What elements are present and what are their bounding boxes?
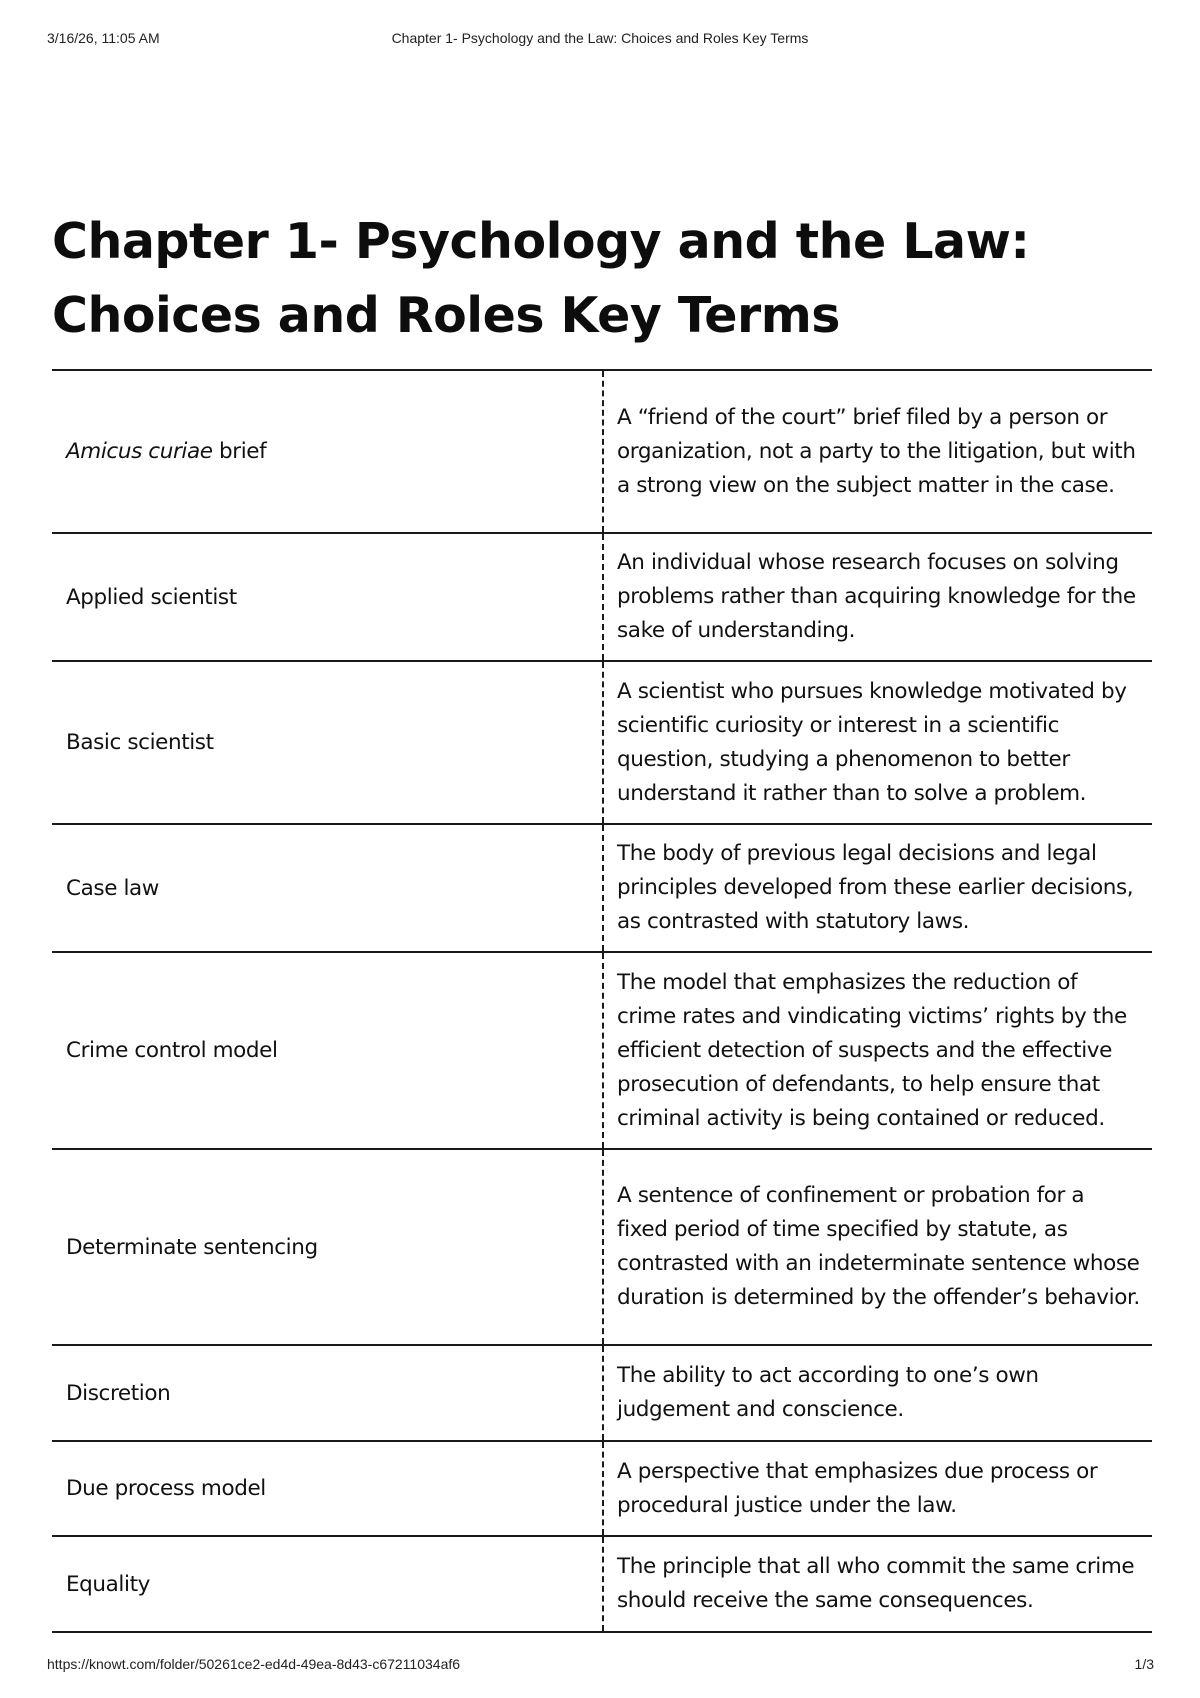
page-title	[52, 205, 1152, 353]
print-footer	[0, 1656, 1200, 1676]
term-cell: Applied scientist	[52, 533, 603, 661]
term-italic: Amicus curiae	[66, 439, 213, 464]
table-row	[52, 1345, 1152, 1441]
term-cell	[52, 370, 603, 533]
table-row	[52, 533, 1152, 661]
definition-cell: The model that emphasizes the reduction of crime rates and vindicating victims’ rights by the efficient detection of suspects and the effective prosecution of defendants, to help ensure that criminal activity is being contained or reduced.	[603, 952, 1152, 1149]
table-row	[52, 1149, 1152, 1345]
key-terms-table	[52, 369, 1152, 1633]
table-row	[52, 370, 1152, 533]
definition-cell: An individual whose research focuses on solving problems rather than acquiring knowledge for the sake of understanding.	[603, 533, 1152, 661]
table-row	[52, 1536, 1152, 1632]
table-row	[52, 824, 1152, 952]
term-cell: Equality	[52, 1536, 603, 1632]
page-title-line-1: Chapter 1- Psychology and the Law:	[52, 213, 1030, 270]
definition-cell: A scientist who pursues knowledge motivated by scientific curiosity or interest in a scientific question, studying a phenomenon to better understand it rather than to solve a problem.	[603, 661, 1152, 824]
term-cell: Determinate sentencing	[52, 1149, 603, 1345]
term-text: brief	[212, 439, 267, 464]
table-row	[52, 952, 1152, 1149]
definition-cell: A sentence of confinement or probation for a fixed period of time specified by statute, as contrasted with an indeterminate sentence whose duration is determined by the offender’s behavior.	[603, 1149, 1152, 1345]
term-cell: Due process model	[52, 1441, 603, 1536]
print-datetime: 3/16/26, 11:05 AM	[47, 30, 160, 46]
definition-cell: The ability to act according to one’s own judgement and conscience.	[603, 1345, 1152, 1441]
page-title-line-2: Choices and Roles Key Terms	[52, 287, 840, 344]
definition-cell: The body of previous legal decisions and legal principles developed from these earlier decisions, as contrasted with statutory laws.	[603, 824, 1152, 952]
page-number: 1/3	[1134, 1656, 1154, 1672]
term-cell: Crime control model	[52, 952, 603, 1149]
print-doc-title: Chapter 1- Psychology and the Law: Choices and Roles Key Terms	[391, 30, 809, 46]
table-row	[52, 1441, 1152, 1536]
definition-cell: A “friend of the court” brief filed by a person or organization, not a party to the litigation, but with a strong view on the subject matter in the case.	[603, 370, 1152, 533]
term-cell: Discretion	[52, 1345, 603, 1441]
table-row	[52, 661, 1152, 824]
print-header	[0, 30, 1200, 52]
definition-cell: A perspective that emphasizes due process or procedural justice under the law.	[603, 1441, 1152, 1536]
page-url-link[interactable]: https://knowt.com/folder/50261ce2-ed4d-49ea-8d43-c67211034af6	[47, 1656, 461, 1672]
definition-cell: The principle that all who commit the same crime should receive the same consequences.	[603, 1536, 1152, 1632]
term-cell: Basic scientist	[52, 661, 603, 824]
term-cell: Case law	[52, 824, 603, 952]
